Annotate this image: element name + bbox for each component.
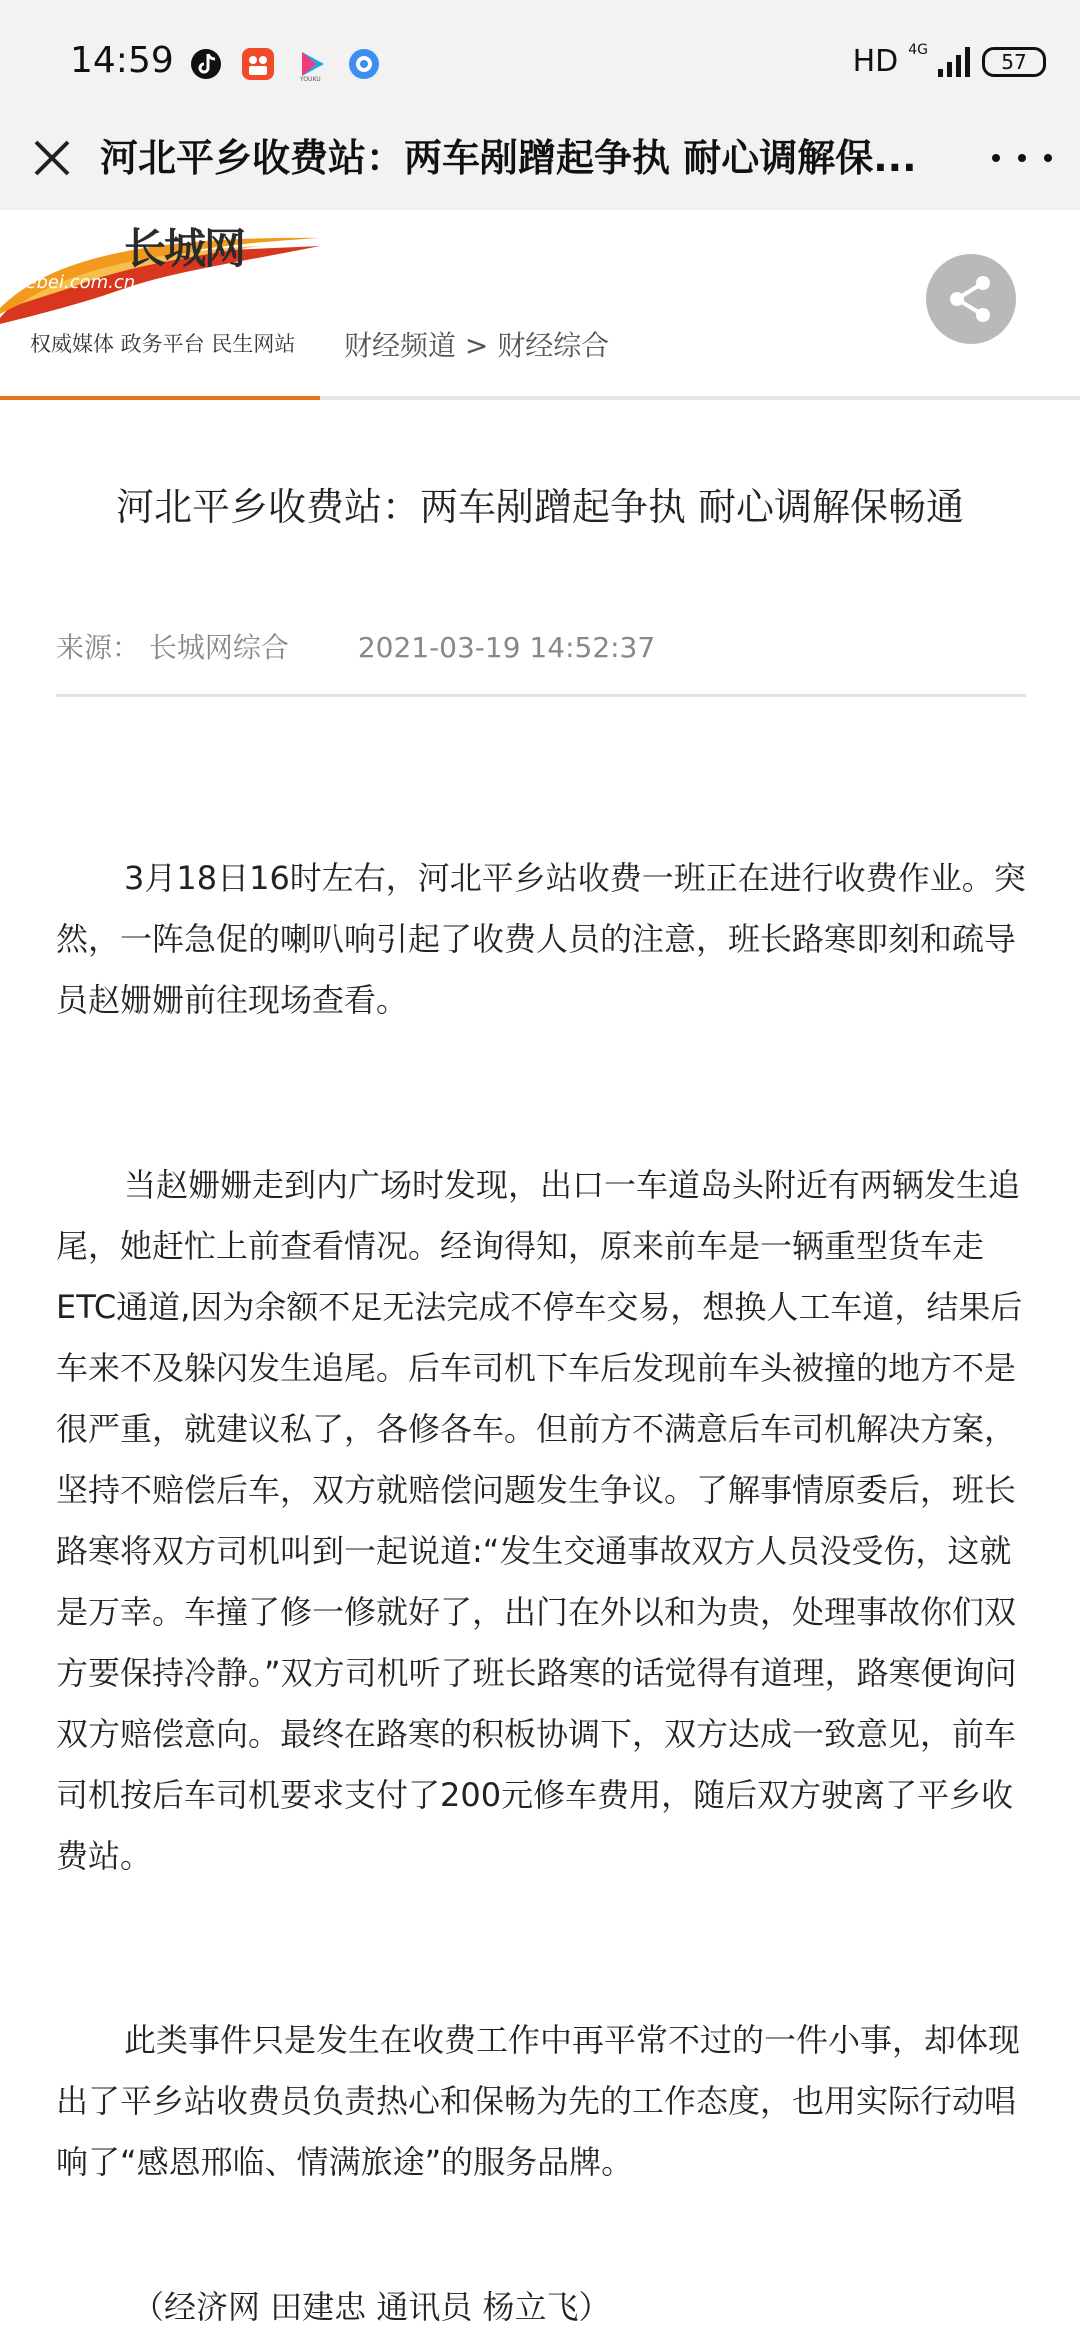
page-title: 河北平乡收费站：两车剐蹭起争执 耐心调解保... [100,136,917,180]
youku-icon [294,46,330,82]
logo-domain: hebei.com.cn [14,272,136,293]
status-time: 14:59 [70,40,174,81]
svg-text:YOUKU: YOUKU [300,76,321,82]
article-source: 来源： 长城网综合 [56,631,289,664]
article-body [56,848,1028,2338]
close-button[interactable] [28,134,76,182]
logo-name: 长城网 [124,224,245,273]
more-dot-icon [992,154,1000,162]
status-bar [0,0,1080,130]
divider [56,694,1026,697]
tiktok-icon [188,46,224,82]
more-dot-icon [1044,154,1052,162]
breadcrumb[interactable]: 财经频道 > 财经综合 [344,329,610,362]
battery-indicator [982,47,1046,77]
site-header [0,210,1080,400]
battery-level: 57 [1001,49,1027,74]
more-options-button[interactable] [992,134,1052,182]
share-icon [945,273,997,325]
kuaishou-icon [240,46,276,82]
hd-indicator: HD [852,44,899,79]
share-button[interactable] [926,254,1016,344]
title-bar [0,130,1080,210]
article-paragraph: 此类事件只是发生在收费工作中再平常不过的一件小事，却体现出了平乡站收费员负责热心和保畅为先的工作态度，也用实际行动唱响了“感恩邢临、情满旅途”的服务品牌。 [56,2021,1021,2181]
header-accent-underline [0,396,320,400]
article-paragraph: 当赵姗姗走到内广场时发现，出口一车道岛头附近有两辆发生追尾，她赶忙上前查看情况。经询得知，原来前车是一辆重型货车走ETC通道,因为余额不足无法完成不停车交易，想换人工车道，结果后车来不及躲闪发生追尾。后车司机下车后发现前车头被撞的地方不是很严重，就建议私了，各修各车。但前方不满意后车司机解决方案，坚持不赔偿后车，双方就赔偿问题发生争议。了解事情原委后，班长路寒将双方司机叫到一起说道:“发生交通事故双方人员没受伤，这就是万幸。车撞了修一修就好了，出门在外以和为贵，处理事故你们双方要保持冷静。”双方司机听了班长路寒的话觉得有道理，路寒便询问双方赔偿意向。最终在路寒的积板协调下，双方达成一致意见，前车司机按后车司机要求支付了200元修车费用，随后双方驶离了平乡收费站。 [56,1166,1023,1875]
site-logo[interactable] [0,210,320,396]
network-gen-label: 4G [908,41,928,58]
more-dot-icon [1018,154,1026,162]
status-right-group [852,41,1046,79]
article-paragraph: 3月18日16时左右，河北平乡站收费一班正在进行收费作业。突然，一阵急促的喇叭响引起了收费人员的注意，班长路寒即刻和疏导员赵姗姗前往现场查看。 [56,859,1026,1019]
close-icon [33,139,71,177]
article-date: 2021-03-19 14:52:37 [357,631,656,664]
browser-icon [346,46,382,82]
logo-tagline: 权威媒体 政务平台 民生网站 [30,332,296,356]
article-title: 河北平乡收费站：两车剐蹭起争执 耐心调解保畅通 [115,485,965,529]
signal-icon [938,47,972,77]
article-credit: （经济网 田建忠 通讯员 杨立飞） [132,2288,611,2326]
article-meta [56,626,1026,666]
